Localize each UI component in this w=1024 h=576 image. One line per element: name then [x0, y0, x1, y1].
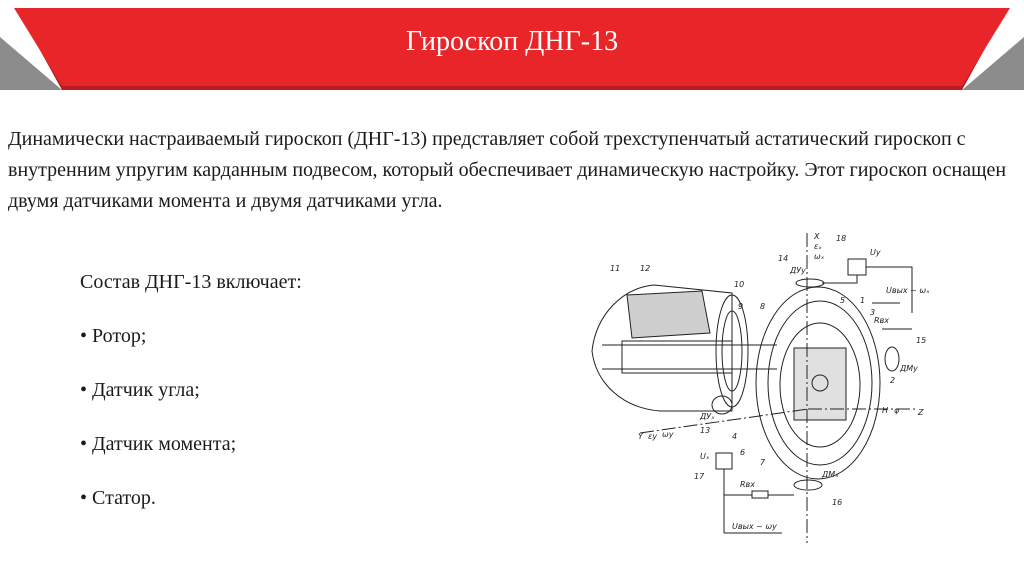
label-du-x: ДУₓ — [700, 412, 715, 421]
fig-num-5: 5 — [840, 296, 846, 305]
list-item-angle-sensor: • Датчик угла; — [80, 379, 200, 401]
gyroscope-drawing — [582, 233, 954, 545]
fig-num-9: 9 — [738, 302, 744, 311]
fig-num-11: 11 — [610, 264, 621, 273]
slide-title: Гироскоп ДНГ-13 — [405, 26, 619, 57]
list-item-rotor: • Ротор; — [80, 325, 147, 347]
list-item-torque-sensor: • Датчик момента; — [80, 433, 237, 455]
fig-num-7: 7 — [760, 458, 766, 467]
label-dm-x: ДМₓ — [822, 470, 839, 479]
label-y-axis: Y — [638, 432, 643, 441]
amplifier-top — [848, 259, 866, 275]
label-du-y: ДУy — [790, 266, 806, 275]
wiring-top — [822, 267, 912, 329]
fig-num-18: 18 — [836, 234, 847, 243]
list-item-stator: • Статор. — [80, 487, 156, 509]
fig-num-4: 4 — [732, 432, 738, 441]
fig-num-16: 16 — [832, 498, 843, 507]
composition-list — [80, 265, 500, 535]
label-y-eps: εy — [648, 432, 658, 441]
label-u-out-bottom: Uвых ~ ωy — [732, 522, 777, 531]
shaft — [602, 345, 777, 369]
fig-num-12: 12 — [640, 264, 651, 273]
label-y-omega: ωy — [662, 430, 674, 439]
intro-paragraph: Динамически настраиваемый гироскоп (ДНГ-13) представляет собой трехступенчатый астатический гироскоп с внутренним упругим карданным подвесом, который обеспечивает динамическую настройку. Этот гироскоп оснащен двумя датчиками момента и двумя датчиками угла. — [8, 128, 1007, 212]
torque-sensor-bottom — [794, 480, 822, 490]
label-u-x: Uₓ — [700, 452, 710, 461]
gyroscope-diagram — [582, 233, 954, 545]
fig-num-14: 14 — [778, 254, 789, 263]
fig-num-6: 6 — [740, 448, 746, 457]
label-u-y: Uy — [870, 248, 881, 257]
label-z-axis: Z — [918, 408, 924, 417]
fig-num-17: 17 — [694, 472, 705, 481]
label-x-eps: εₓ — [814, 242, 822, 251]
label-phi: φ — [894, 406, 900, 415]
rotor-inner — [622, 341, 732, 373]
label-x-axis: X — [814, 233, 820, 241]
fig-num-8: 8 — [760, 302, 766, 311]
fig-num-2: 2 — [890, 376, 896, 385]
fig-num-3: 3 — [870, 308, 876, 317]
label-dm-y: ДМy — [900, 364, 918, 373]
torque-sensor-right — [885, 347, 899, 371]
fig-num-10: 10 — [734, 280, 745, 289]
resistor-bottom — [752, 491, 768, 498]
label-r-top: Rвх — [874, 316, 890, 325]
label-u-out-top: Uвых ~ ωₓ — [886, 286, 930, 295]
angle-sensor-top — [796, 279, 824, 287]
composition-heading: Состав ДНГ-13 включает: — [80, 271, 302, 293]
diagram-labels — [610, 233, 930, 531]
fig-num-15: 15 — [916, 336, 927, 345]
label-h: H — [882, 406, 889, 415]
amplifier-bottom — [716, 453, 732, 469]
label-x-omega: ωₓ — [814, 252, 825, 261]
rotor-flange — [627, 291, 710, 338]
fig-num-13: 13 — [700, 426, 711, 435]
fig-num-1: 1 — [860, 296, 866, 305]
label-r-bottom: Rвх — [740, 480, 756, 489]
